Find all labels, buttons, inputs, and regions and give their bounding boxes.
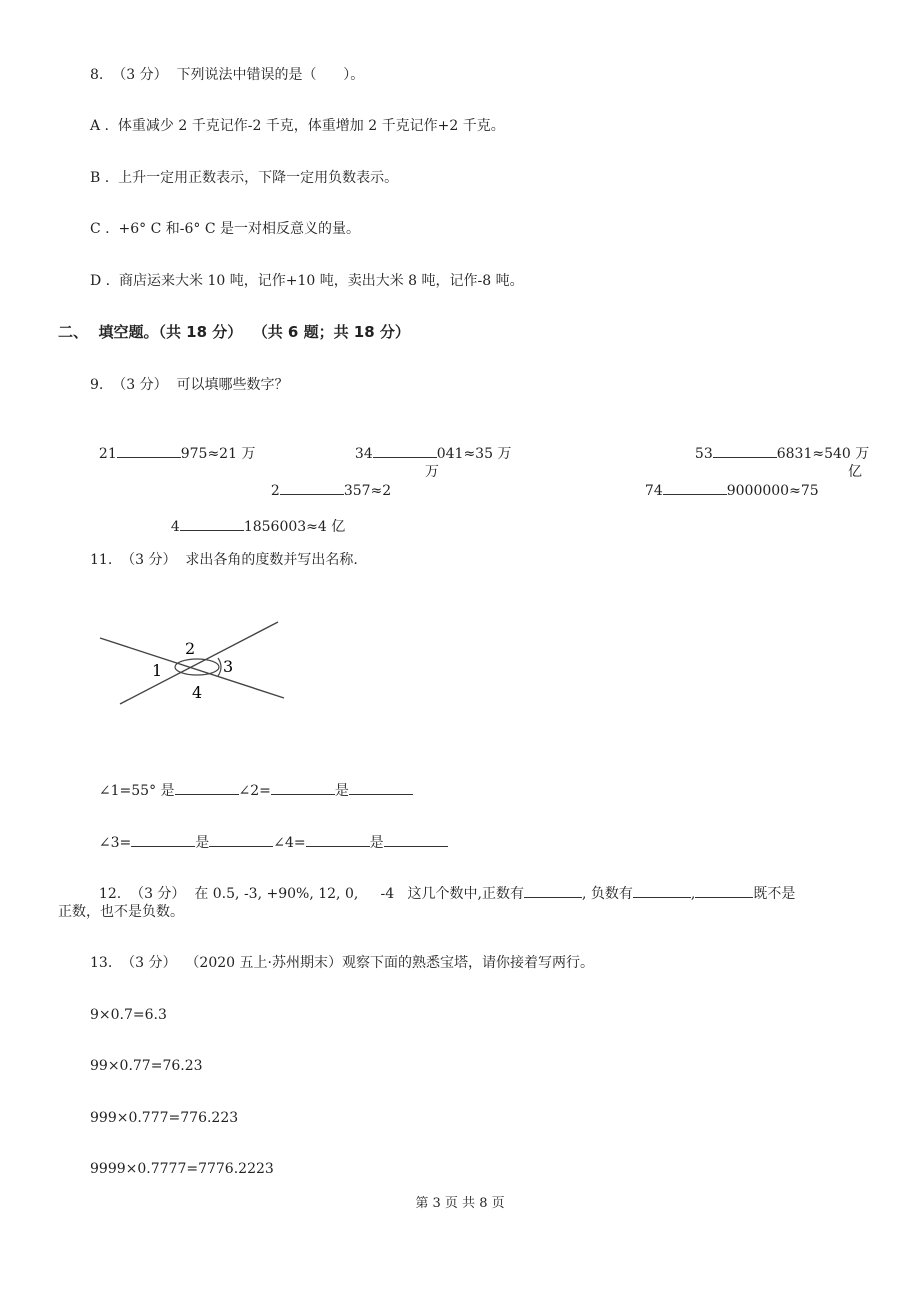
q9-item-5-suffix: 9000000≈75 [726, 483, 819, 499]
q8-stem: 8. （3 分） 下列说法中错误的是（ ）。 [90, 67, 365, 83]
answer-blank[interactable] [384, 833, 448, 847]
answer-blank[interactable] [633, 884, 691, 898]
answer-blank[interactable] [349, 781, 413, 795]
q9-item-2-prefix: 34 [354, 446, 373, 462]
q12-line-2: 正数，也不是负数。 [58, 904, 184, 920]
answer-blank[interactable] [306, 833, 370, 847]
q9-stem: 9. （3 分） 可以填哪些数字？ [90, 377, 289, 393]
q9-item-6-suffix: 1856003≈4 亿 [243, 519, 346, 535]
q11-row-2 [90, 815, 448, 852]
q12-text-pre: 12. （3 分） 在 0.5, -3, +90%, 12, 0, -4 这几个数中,正数有 [98, 886, 524, 902]
q11-row1-text-b: ∠2= [238, 783, 271, 799]
q9-item-5-prefix: 74 [644, 483, 663, 499]
q13-line-1: 9×0.7=6.3 [90, 1007, 167, 1023]
q12-text-mid2: , [690, 886, 696, 902]
answer-blank[interactable] [175, 781, 239, 795]
q9-item-2 [346, 426, 511, 463]
answer-blank[interactable] [663, 481, 727, 495]
answer-blank[interactable] [373, 444, 437, 458]
q9-item-1-suffix: 975≈21 万 [180, 446, 256, 462]
angle-arc [175, 659, 219, 675]
answer-blank[interactable] [695, 884, 753, 898]
answer-blank[interactable] [117, 444, 181, 458]
q9-item-1-prefix: 21 [98, 446, 117, 462]
q11-row1-text-c: 是 [334, 783, 349, 799]
q13-line-3: 999×0.777=776.223 [90, 1110, 239, 1126]
q11-stem: 11. （3 分） 求出各角的度数并写出名称. [90, 552, 358, 568]
q9-unit-wan: 万 [425, 464, 439, 480]
q12-text-mid1: , 负数有 [582, 886, 633, 902]
q11-row2-text-a: ∠3= [98, 835, 132, 851]
q12-line-1 [90, 866, 795, 903]
intersecting-lines-figure [90, 612, 300, 712]
q9-item-2-suffix: 041≈35 万 [436, 446, 512, 462]
answer-blank[interactable] [180, 517, 244, 531]
answer-blank[interactable] [271, 781, 335, 795]
q9-item-3 [686, 426, 869, 463]
q8-option-b: B . 上升一定用正数表示，下降一定用负数表示。 [90, 170, 399, 186]
answer-blank[interactable] [131, 833, 195, 847]
q13-stem: 13. （3 分） （2020 五上·苏州期末）观察下面的熟悉宝塔，请你接着写两行。 [90, 955, 594, 971]
q8-option-a: A . 体重减少 2 千克记作-2 千克，体重增加 2 千克记作+2 千克。 [90, 118, 505, 134]
answer-blank[interactable] [209, 833, 273, 847]
q9-unit-yi: 亿 [848, 464, 862, 480]
q9-item-4-prefix: 2 [270, 483, 280, 499]
section-2-title: 二、 填空题。（共 18 分） （共 6 题；共 18 分） [58, 323, 410, 341]
q8-option-c: C . +6° C 和-6° C 是一对相反意义的量。 [90, 221, 361, 237]
q9-item-4-suffix: 357≈2 [343, 483, 392, 499]
answer-blank[interactable] [280, 481, 344, 495]
angle-label-2: 2 [185, 639, 196, 658]
q11-row-1 [90, 763, 413, 800]
q13-line-4: 9999×0.7777=7776.2223 [90, 1161, 274, 1177]
q9-item-3-suffix: 6831≈540 万 [776, 446, 870, 462]
page-footer: 第 3 页 共 8 页 [415, 1196, 505, 1211]
q13-line-2: 99×0.77=76.23 [90, 1058, 203, 1074]
angle-label-4: 4 [192, 683, 203, 702]
q11-row2-text-c: ∠4= [273, 835, 306, 851]
q11-row2-text-d: 是 [369, 835, 384, 851]
q9-item-6-prefix: 4 [170, 519, 180, 535]
q8-option-d: D . 商店运来大米 10 吨，记作+10 吨，卖出大米 8 吨，记作-8 吨。 [90, 273, 524, 289]
angle-label-3: 3 [223, 657, 234, 676]
q9-item-6 [162, 499, 345, 536]
q11-row1-text-a: ∠1=55° 是 [98, 783, 175, 799]
angle-label-1: 1 [152, 661, 163, 680]
q12-text-post: 既不是 [753, 886, 796, 902]
q11-row2-text-b: 是 [195, 835, 210, 851]
q9-item-1 [90, 426, 255, 463]
answer-blank[interactable] [524, 884, 582, 898]
q9-item-5 [636, 463, 819, 500]
q9-item-4 [262, 463, 391, 500]
q9-item-3-prefix: 53 [694, 446, 713, 462]
answer-blank[interactable] [713, 444, 777, 458]
